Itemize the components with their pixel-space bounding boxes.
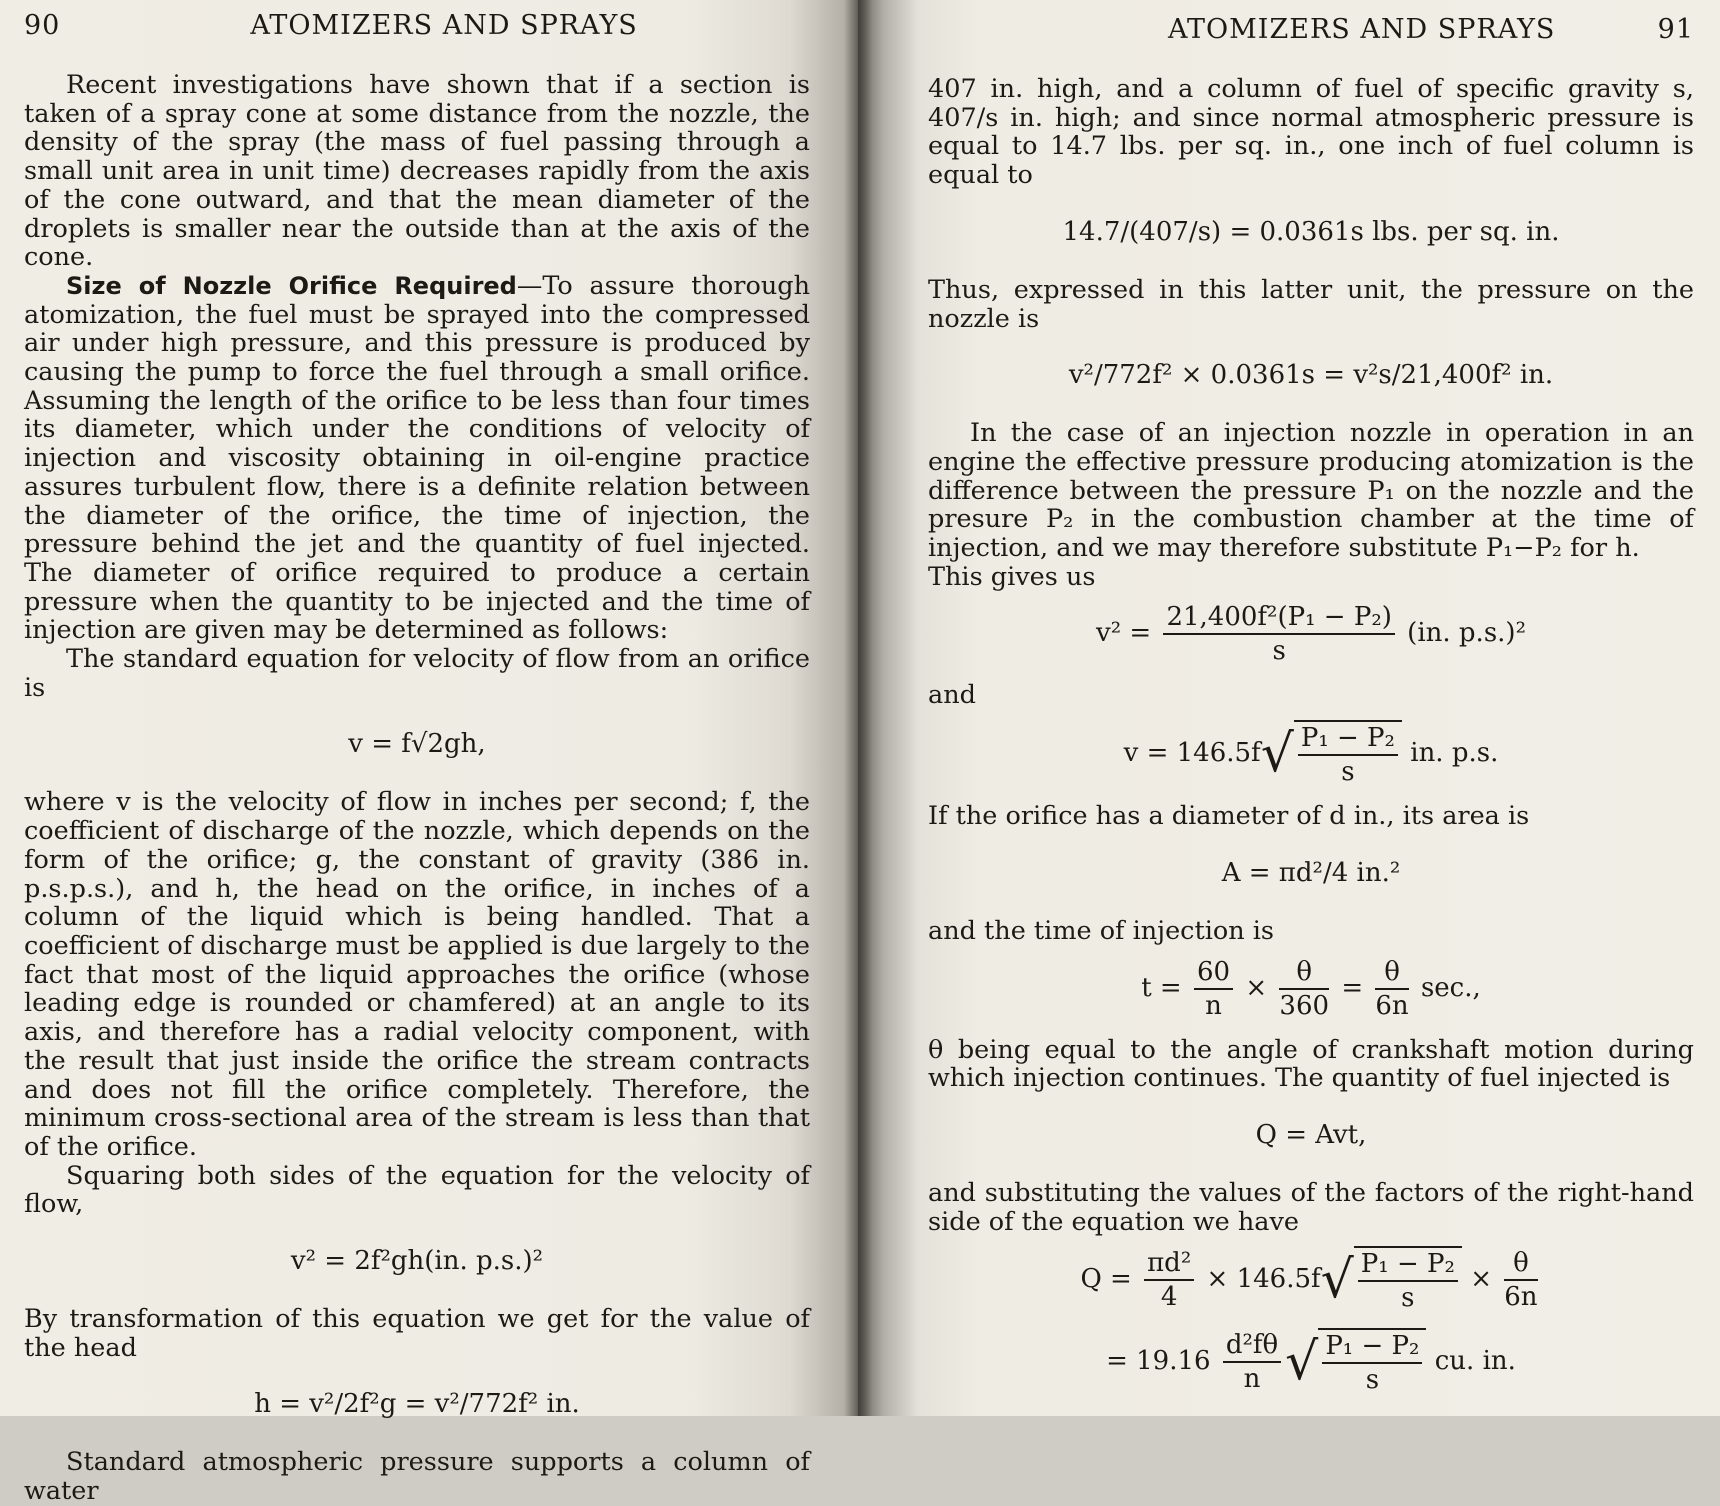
equation-quantity-expanded <box>928 1246 1694 1314</box>
right-paragraph-3: In the case of an injection nozzle in operation in an engine the effective pressure producing atomization is the difference between the pressure P₁ on the nozzle and the presure P₂ in the combustion chamber at the time of injection, and we may therefore substitute P₁−P₂ for h. <box>928 418 1694 564</box>
eq3-fraction <box>1163 601 1394 667</box>
right-page-number: 91 <box>1657 14 1694 45</box>
right-paragraph-4: This gives us <box>928 561 1096 592</box>
left-paragraph-5: Squaring both sides of the equation for the velocity of flow, <box>24 1160 810 1220</box>
equation-v-squared-pressure <box>928 601 1694 667</box>
eq8-lhs: Q = <box>1080 1264 1132 1295</box>
eq8-f1-den: 4 <box>1160 1282 1178 1313</box>
eq6-rhs: sec., <box>1420 972 1481 1003</box>
eq6-lhs: t = <box>1141 972 1182 1003</box>
left-paragraph-4: where v is the velocity of flow in inches per second; f, the coefficient of discharge of the nozzle, which depends on the form of the orifice; g, the constant of gravity (386 in. p.s.p.s.), and h, the head on the orifice, in inches of a column of the liquid which is being handled. That a coefficient of discharge must be applied is due largely to the fact that most of the liquid approaches the orifice (whose leading edge is rounded or chamfered) at an angle to its axis, and therefore has a radial velocity component, with the result that just inside the orifice the stream contracts and does not fill the orifice completely. Therefore, the minimum cross-sectional area of the stream is less than that of the orifice. <box>24 787 810 1162</box>
eq6-f3-den: 6n <box>1375 990 1409 1021</box>
eq9-sqrt: √ $\frac{\text{P₁ − P₂}}{s}$ <box>1285 1328 1426 1396</box>
eq3-rhs: (in. p.s.)² <box>1407 618 1526 649</box>
eq6-f2-den: 360 <box>1279 990 1330 1021</box>
eq6-fraction-3 <box>1375 956 1408 1022</box>
eq4-rhs: in. p.s. <box>1410 738 1499 769</box>
eq6-equals: = <box>1341 972 1364 1003</box>
section-heading: Size of Nozzle Orifice Required <box>66 271 517 300</box>
right-paragraph-6: If the orifice has a diameter of d in., its area is <box>928 801 1530 832</box>
eq8-sq-den: s <box>1401 1283 1415 1314</box>
equation-velocity-squared: v² = 2f²gh(in. p.s.)² <box>290 1246 544 1277</box>
left-paragraph-7: Standard atmospheric pressure supports a column of water <box>24 1447 810 1506</box>
right-paragraph-2: Thus, expressed in this latter unit, the pressure on the nozzle is <box>928 274 1694 334</box>
eq9-f-num: d²fθ <box>1223 1329 1281 1363</box>
eq4-lhs: v = 146.5f <box>1123 738 1261 769</box>
eq9-fraction <box>1223 1329 1281 1395</box>
left-page <box>0 0 858 1506</box>
eq6-fraction-1 <box>1194 956 1233 1022</box>
eq3-numerator: 21,400f²(P₁ − P₂) <box>1163 601 1394 635</box>
eq6-f2-num: θ <box>1279 956 1329 990</box>
eq6-f1-den: n <box>1205 990 1222 1021</box>
left-paragraph-3: The standard equation for velocity of flow from an orifice is <box>24 644 810 703</box>
left-paragraph-2-body: —To assure thorough atomization, the fuel must be sprayed into the compressed air under high pressure, and this pressure is produced by causing the pump to force the fuel through a small orifice. Assuming the length of the orifice to be less than four times its diameter, which under the conditions of velocity of injection and viscosity obtaining in oil-engine practice assures turbulent flow, there is a definite relation between the diameter of the orifice, the time of injection, the pressure behind the jet and the quantity of fuel injected. The diameter of orifice required to produce a certain pressure when the quantity to be injected and the time of injection are given may be determined as follows: <box>24 270 810 646</box>
equation-velocity: v = f√2gh, <box>348 729 486 760</box>
equation-fuel-column: 14.7/(407/s) = 0.0361s lbs. per sq. in. <box>1062 216 1560 247</box>
right-running-header <box>928 14 1694 45</box>
eq4-denominator: s <box>1341 757 1355 788</box>
eq8-f3-den: 6n <box>1504 1282 1538 1313</box>
equation-time <box>928 956 1694 1022</box>
equation-quantity-final <box>928 1328 1694 1396</box>
book-gutter-shadow <box>844 0 872 1416</box>
eq8-sq-num: P₁ − P₂ <box>1358 1248 1458 1282</box>
left-paragraph-6: By transformation of this equation we get for the value of the head <box>24 1304 810 1363</box>
right-page <box>858 0 1720 1416</box>
right-paragraph-5: and <box>928 680 976 711</box>
eq9-sq-den: s <box>1365 1365 1380 1396</box>
left-running-header <box>24 10 810 41</box>
eq6-f3-num: θ <box>1375 956 1408 990</box>
eq9-f-den: n <box>1243 1364 1261 1395</box>
left-paragraph-2 <box>24 272 810 645</box>
left-running-head-title: ATOMIZERS AND SPRAYS <box>250 10 638 41</box>
eq9-sq-num: P₁ − P₂ <box>1322 1330 1422 1364</box>
sqrt-symbol: √ $\frac{\text{P₁ − P₂}}{s}$ <box>1261 720 1402 788</box>
eq6-f1-num: 60 <box>1194 956 1233 990</box>
equation-area: A = πd²/4 in.² <box>1221 857 1401 888</box>
eq8-f1-num: πd² <box>1144 1247 1194 1281</box>
right-paragraph-7: and the time of injection is <box>928 915 1274 946</box>
equation-v-sqrt <box>928 720 1694 788</box>
left-page-number: 90 <box>24 10 61 41</box>
right-paragraph-9: and substituting the values of the factors of the right-hand side of the equation we have <box>928 1177 1694 1237</box>
eq8-mid: × 146.5f <box>1206 1264 1321 1295</box>
eq9-rhs: cu. in. <box>1434 1346 1516 1377</box>
eq8-sqrt: √ $\frac{\text{P₁ − P₂}}{s}$ <box>1321 1246 1462 1314</box>
equation-head: h = v²/2f²g = v²/772f² in. <box>254 1389 580 1420</box>
eq8-times: × <box>1470 1264 1492 1295</box>
equation-quantity: Q = Avt, <box>1255 1119 1367 1150</box>
eq8-f3-num: θ <box>1504 1247 1537 1281</box>
left-paragraph-1: Recent investigations have shown that if a section is taken of a spray cone at some distance from the nozzle, the density of the spray (the mass of fuel passing through a small unit area in unit time) decreases rapidly from the axis of the cone outward, and that the mean diameter of the droplets is smaller near the outside than at the axis of the cone. <box>24 70 810 273</box>
eq3-denominator: s <box>1272 636 1286 667</box>
eq8-fraction-1 <box>1144 1247 1194 1313</box>
right-paragraph-8: θ being equal to the angle of crankshaft motion during which injection continues. The quantity of fuel injected is <box>928 1034 1694 1094</box>
eq3-lhs: v² = <box>1096 618 1152 649</box>
eq4-numerator: P₁ − P₂ <box>1298 722 1398 756</box>
right-paragraph-1: 407 in. high, and a column of fuel of specific gravity s, 407/s in. high; and since normal atmospheric pressure is equal to 14.7 lbs. per sq. in., one inch of fuel column is equal to <box>928 74 1694 191</box>
eq6-times: × <box>1245 972 1268 1003</box>
eq8-fraction-3 <box>1504 1247 1537 1313</box>
eq9-lhs: = 19.16 <box>1106 1346 1211 1377</box>
eq6-fraction-2 <box>1279 956 1329 1022</box>
right-running-head-title: ATOMIZERS AND SPRAYS <box>1168 14 1556 45</box>
equation-nozzle-pressure: v²/772f² × 0.0361s = v²s/21,400f² in. <box>1068 360 1554 391</box>
